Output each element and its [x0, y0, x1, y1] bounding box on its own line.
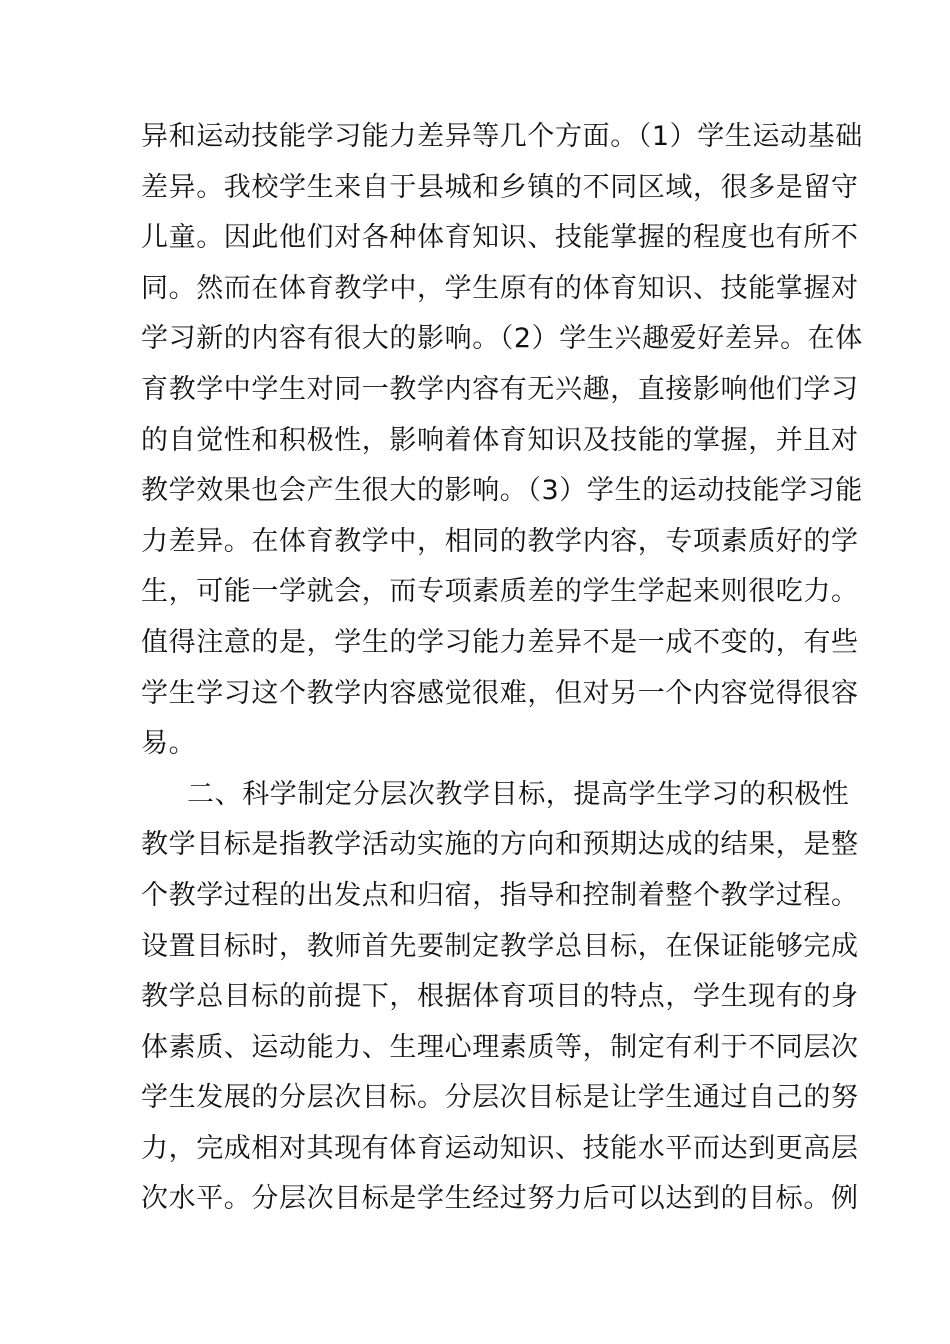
text-line: 易。 [141, 728, 197, 760]
text-line: 体素质、运动能力、生理心理素质等，制定有利于不同层次 [141, 1031, 859, 1063]
text-line: 教学效果也会产生很大的影响。（3）学生的运动技能学习能 [141, 475, 863, 507]
text-line: 儿童。因此他们对各种体育知识、技能掌握的程度也有所不 [141, 222, 859, 254]
text-line: 个教学过程的出发点和归宿，指导和控制着整个教学过程。 [141, 879, 859, 911]
text-line: 教学目标是指教学活动实施的方向和预期达成的结果，是整 [141, 829, 859, 861]
text-line: 差异。我校学生来自于县城和乡镇的不同区域，很多是留守 [141, 171, 859, 203]
text-line: 育教学中学生对同一教学内容有无兴趣，直接影响他们学习 [141, 373, 859, 405]
text-line: 学习新的内容有很大的影响。（2）学生兴趣爱好差异。在体 [141, 323, 863, 355]
section-heading: 二、科学制定分层次教学目标，提高学生学习的积极性 [187, 778, 850, 810]
text-line: 同。然而在体育教学中，学生原有的体育知识、技能掌握对 [141, 272, 859, 304]
text-line: 学生学习这个教学内容感觉很难，但对另一个内容觉得很容 [141, 677, 859, 709]
text-line: 力，完成相对其现有体育运动知识、技能水平而达到更高层 [141, 1132, 859, 1164]
text-line: 值得注意的是，学生的学习能力差异不是一成不变的，有些 [141, 626, 859, 658]
text-line: 设置目标时，教师首先要制定教学总目标，在保证能够完成 [141, 930, 859, 962]
text-line: 学生发展的分层次目标。分层次目标是让学生通过自己的努 [141, 1082, 859, 1114]
text-line: 生，可能一学就会，而专项素质差的学生学起来则很吃力。 [141, 576, 859, 608]
text-line: 力差异。在体育教学中，相同的教学内容，专项素质好的学 [141, 525, 859, 557]
text-line: 次水平。分层次目标是学生经过努力后可以达到的目标。例 [141, 1183, 859, 1215]
text-line: 的自觉性和积极性，影响着体育知识及技能的掌握，并且对 [141, 424, 859, 456]
text-line: 异和运动技能学习能力差异等几个方面。（1）学生运动基础 [141, 121, 863, 152]
text-line: 教学总目标的前提下，根据体育项目的特点，学生现有的身 [141, 981, 859, 1013]
body-text [141, 112, 863, 1225]
